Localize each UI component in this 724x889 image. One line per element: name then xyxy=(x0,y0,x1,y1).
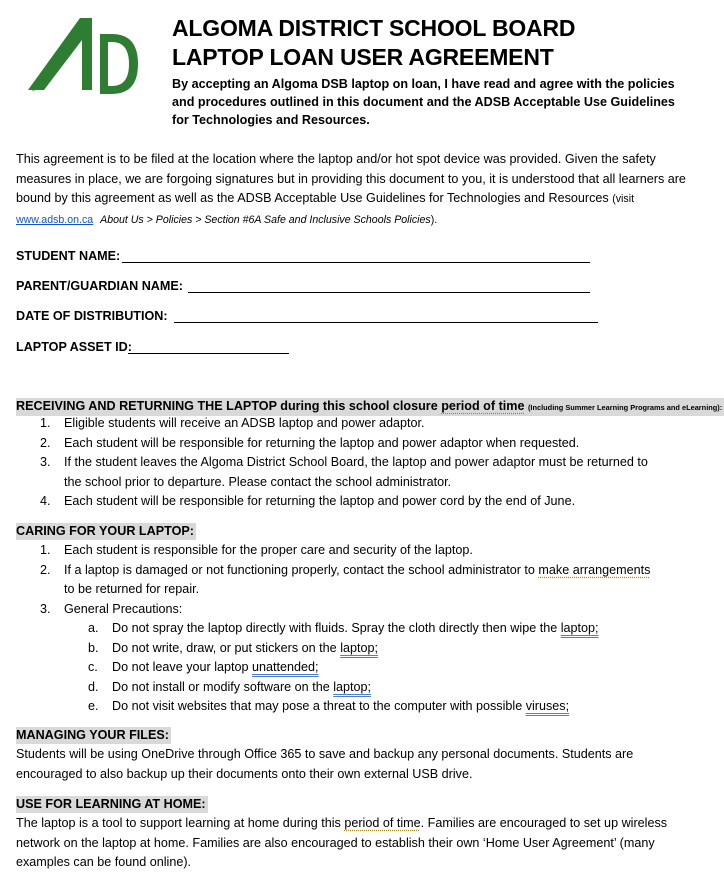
intro-statement: By accepting an Algoma DSB laptop on loan, I have read and agree with the policies and procedures outlined in this document and the ADSB Acceptable Use Guidelines for Technologies and Resources. xyxy=(172,77,675,127)
asset-id-line[interactable] xyxy=(128,353,289,354)
list-item: a. Do not spray the laptop directly with fluids. Spray the cloth directly then wipe the laptop; xyxy=(88,621,599,635)
list-item: 2. If a laptop is damaged or not functioning properly, contact the school administrator to make arrangements to be returned for repair. xyxy=(40,562,651,596)
visit-prefix: (visit xyxy=(612,193,635,205)
logo-graphic xyxy=(20,12,144,98)
caring-list xyxy=(0,541,699,619)
receiving-heading-note: (Including Summer Learning Programs and eLearning): xyxy=(527,403,723,412)
list-item: 2. Each student will be responsible for returning the laptop and power adaptor when requested. xyxy=(40,435,580,450)
parent-name-label: PARENT/GUARDIAN NAME: xyxy=(16,279,183,293)
student-name-label: STUDENT NAME: xyxy=(16,249,121,263)
receiving-heading-period: period of time xyxy=(441,399,525,413)
list-item: 4. Each student will be responsible for returning the laptop and power cord by the end of June. xyxy=(40,494,576,508)
student-name-line[interactable] xyxy=(122,262,590,263)
managing-paragraph: Students will be using OneDrive through Office 365 to save and backup any personal documents. Students are encouraged to also backup up their documents onto their own external USB drive. xyxy=(16,747,634,781)
learning-heading: USE FOR LEARNING AT HOME: xyxy=(16,797,206,811)
logo-tagline: confident learners, caring citizens xyxy=(30,21,84,94)
page-title xyxy=(172,14,575,72)
adsb-website-link[interactable]: www.adsb.on.ca xyxy=(16,213,94,226)
list-item: 1. Eligible students will receive an ADSB laptop and power adaptor. xyxy=(40,416,425,430)
list-item: c. Do not leave your laptop unattended; xyxy=(88,660,319,674)
date-distribution-line[interactable] xyxy=(174,322,598,323)
title-line-2: LAPTOP LOAN USER AGREEMENT xyxy=(172,44,554,70)
asset-id-label: LAPTOP ASSET ID: xyxy=(16,340,132,354)
list-item: e. Do not visit websites that may pose a threat to the computer with possible viruses; xyxy=(88,699,570,713)
receiving-heading-text: RECEIVING AND RETURNING THE LAPTOP during this school closure xyxy=(16,399,438,413)
list-item: 3. General Precautions: xyxy=(40,601,183,616)
list-item: b. Do not write, draw, or put stickers on the laptop; xyxy=(88,640,379,655)
title-line-1: ALGOMA DISTRICT SCHOOL BOARD xyxy=(172,15,576,41)
parent-name-line[interactable] xyxy=(188,292,590,293)
agreement-paragraph xyxy=(16,150,688,230)
policy-path: About Us > Policies > Section #6A Safe and Inclusive Schools Policies xyxy=(100,213,431,226)
visit-suffix: ). xyxy=(430,213,438,226)
list-item: d. Do not install or modify software on the laptop; xyxy=(88,679,372,694)
agreement-text: This agreement is to be filed at the location where the laptop and/or hot spot device was provided. Given the safety measures in place, we are forgoing signatures but in providing this document to you, it is understood that all learners are bound by this agreement as well as the ADSB Acceptable Use Guidelines for Technologies and Resources xyxy=(16,152,686,205)
list-item: 1. Each student is responsible for the proper care and security of the laptop. xyxy=(40,543,473,557)
caring-heading: CARING FOR YOUR LAPTOP: xyxy=(16,524,194,538)
date-distribution-label: DATE OF DISTRIBUTION: xyxy=(16,309,168,323)
list-item: 3. If the student leaves the Algoma District School Board, the laptop and power adaptor must be returned to the school prior to departure. Please contact the school administrator. xyxy=(40,455,648,489)
precautions-list xyxy=(0,619,699,717)
learning-paragraph: The laptop is a tool to support learning at home during this period of time. Families are encouraged to set up wireless network on the laptop at home. Families are also encouraged to establish their own ‘Home User Agreement’ (many examples can be found online). xyxy=(16,816,668,869)
managing-heading: MANAGING YOUR FILES: xyxy=(16,728,169,742)
adsb-logo xyxy=(20,12,144,98)
receiving-list xyxy=(0,414,699,512)
